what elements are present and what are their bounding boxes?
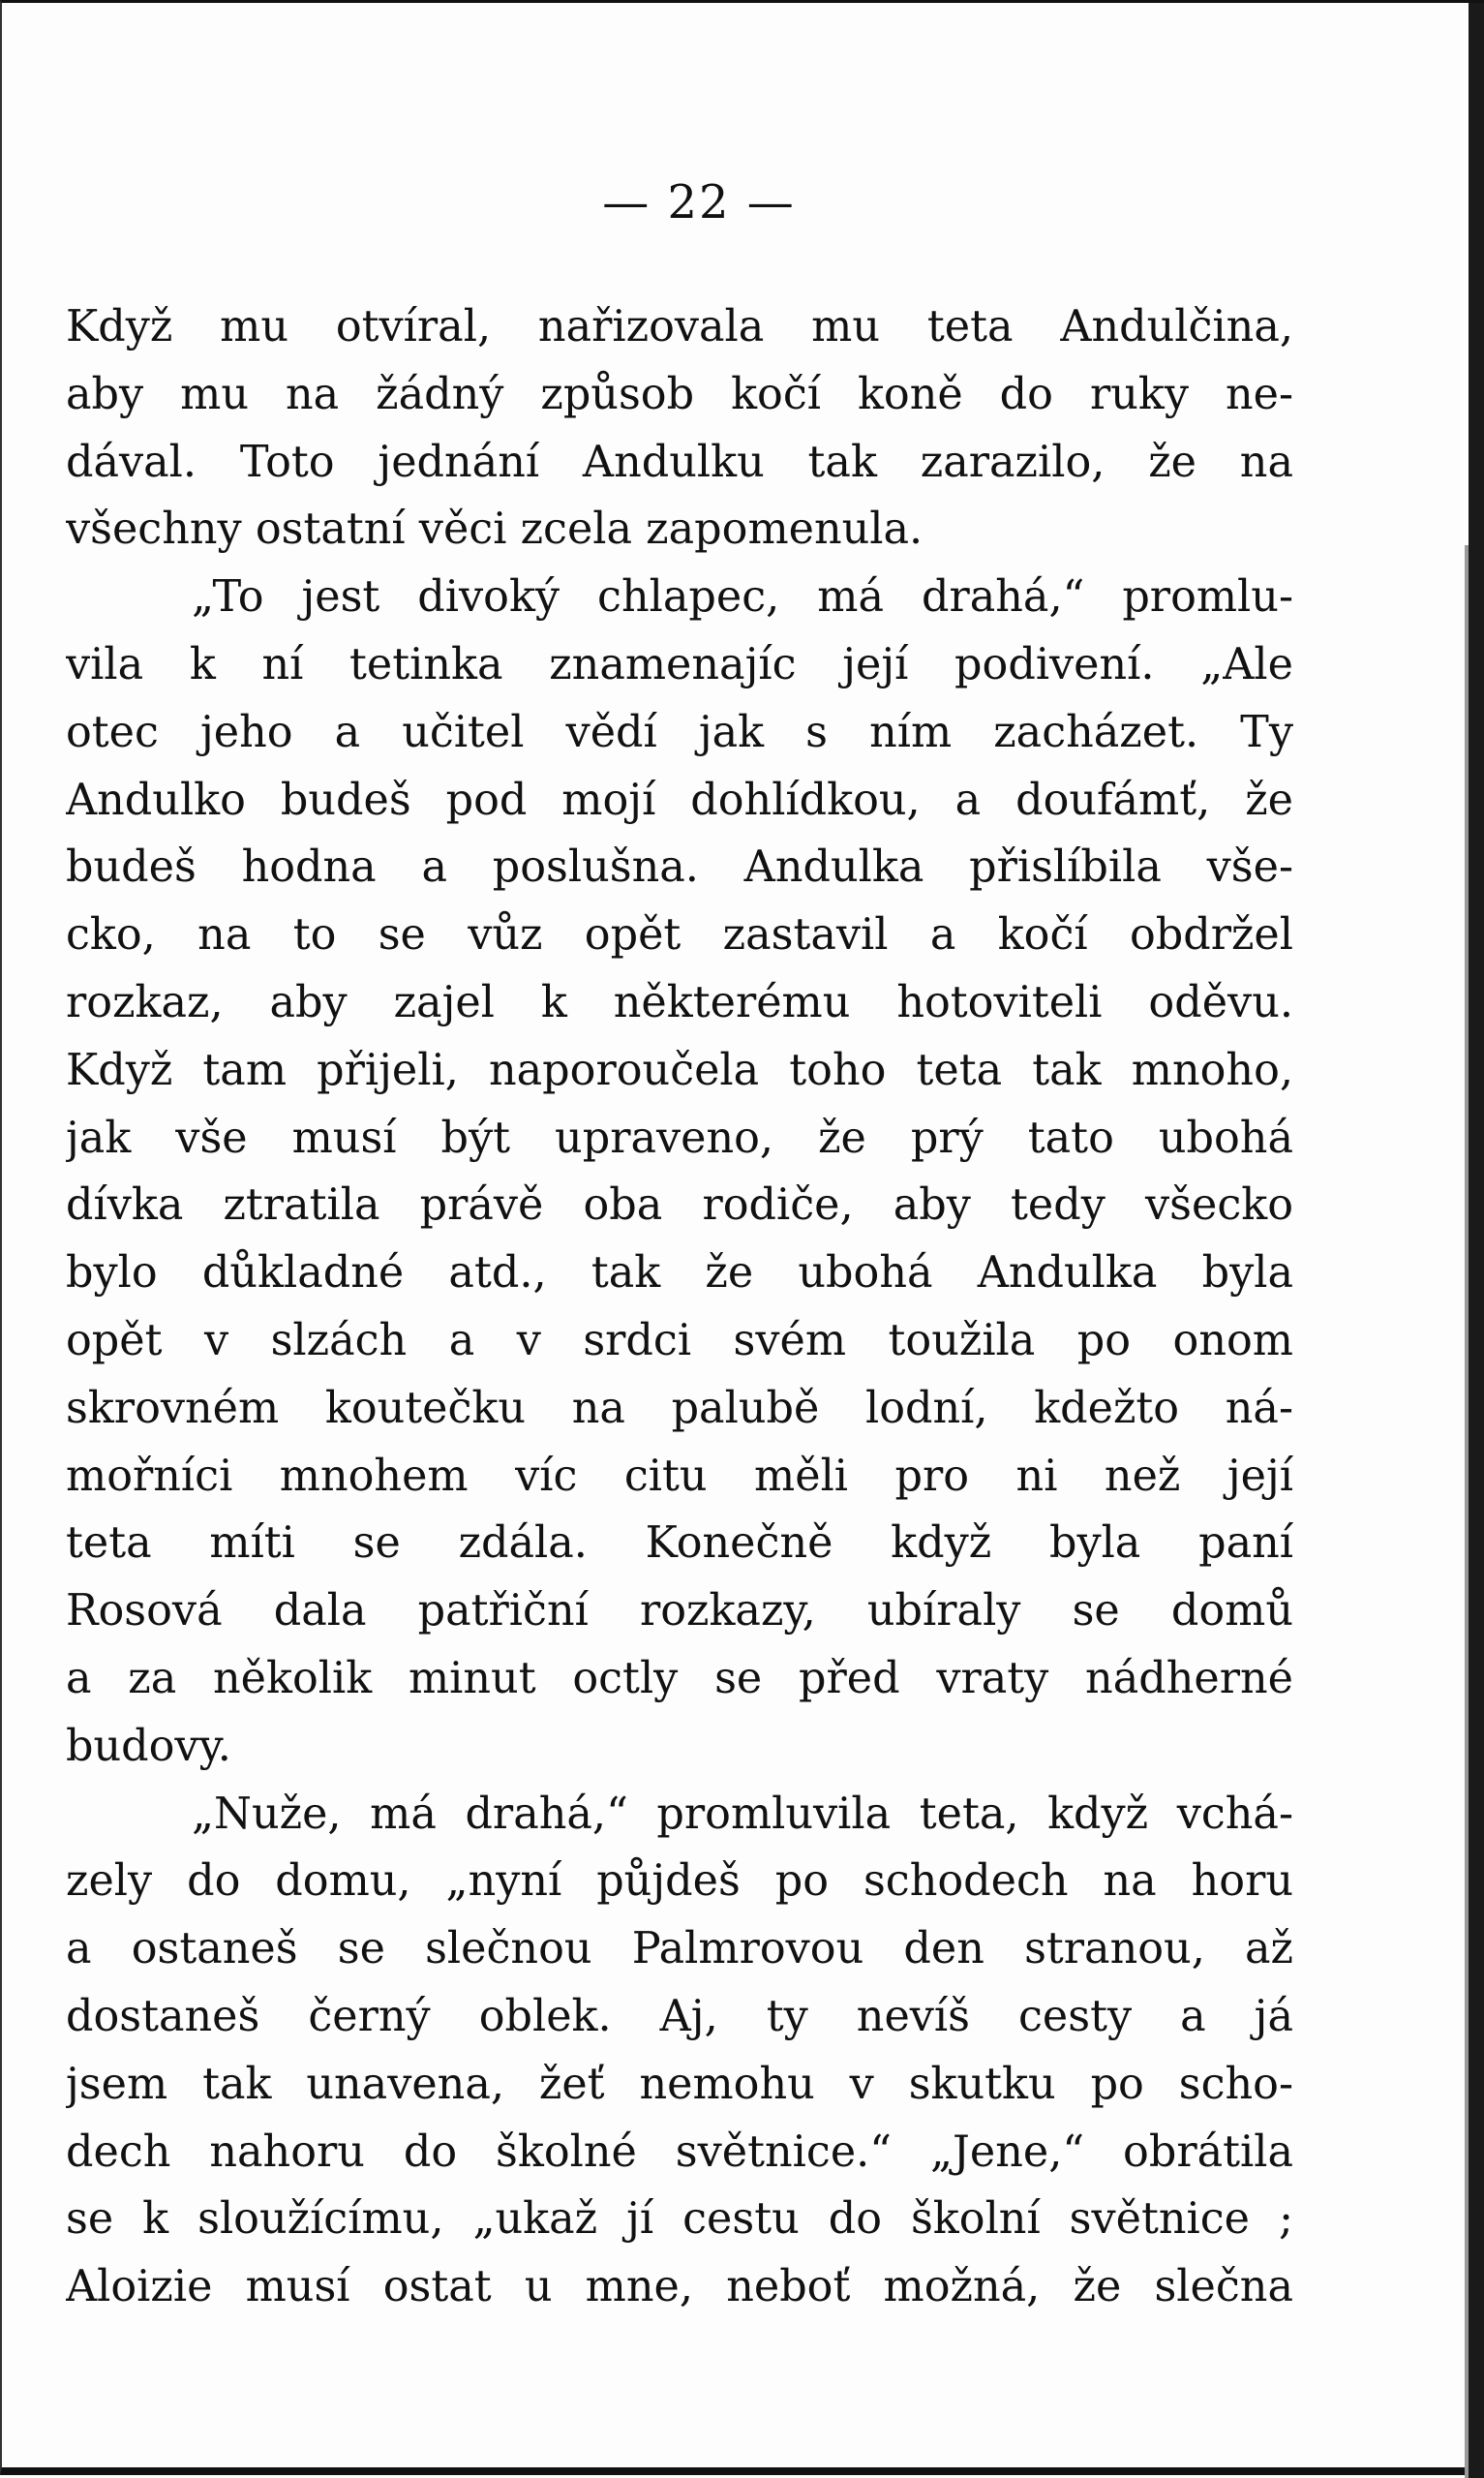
text-line: budovy. (66, 1721, 231, 1771)
text-line: aby mu na žádný způsob kočí koně do ruky ne- (66, 369, 1293, 419)
text-line: vila k ní tetinka znamenajíc její podivení. „Ale (66, 639, 1293, 689)
page-edge-shadow (1465, 545, 1469, 2478)
text-line: mořníci mnohem víc citu měli pro ni než její (66, 1451, 1293, 1501)
text-line: dostaneš černý oblek. Aj, ty nevíš cesty a já (66, 1991, 1293, 2041)
text-line: všechny ostatní věci zcela zapomenula. (66, 505, 924, 555)
text-line: dával. Toto jednání Andulku tak zarazilo, že na (66, 437, 1293, 487)
text-line: Rosová dala patřiční rozkazy, ubíraly se domů (66, 1586, 1293, 1637)
text-line: dech nahoru do školné světnice.“ „Jene,“ obrátila (66, 2126, 1293, 2177)
text-line: budeš hodna a poslušna. Andulka přislíbila vše- (66, 842, 1293, 893)
body-text (66, 293, 1293, 2321)
text-line: cko, na to se vůz opět zastavil a kočí obdržel (66, 910, 1293, 961)
text-line: bylo důkladné atd., tak že ubohá Andulka byla (66, 1248, 1293, 1299)
text-line: zely do domu, „nyní půjdeš po schodech na horu (66, 1856, 1293, 1907)
book-spine (1469, 3, 1484, 2478)
text-line: „To jest divoký chlapec, má drahá,“ promlu- (192, 572, 1293, 623)
text-line: dívka ztratila právě oba rodiče, aby tedy všecko (66, 1180, 1293, 1231)
text-line: Andulko budeš pod mojí dohlídkou, a doufámť, že (66, 775, 1293, 825)
text-line: Aloizie musí ostat u mne, neboť možná, že slečna (66, 2262, 1293, 2312)
text-line: Když tam přijeli, naporoučela toho teta tak mnoho, (66, 1045, 1293, 1095)
text-line: rozkaz, aby zajel k některému hotoviteli oděvu. (66, 977, 1293, 1027)
text-line: a za několik minut octly se před vraty nádherné (66, 1653, 1293, 1703)
text-line: a ostaneš se slečnou Palmrovou den stranou, až (66, 1924, 1293, 1974)
text-line: otec jeho a učitel vědí jak s ním zacházet. Ty (66, 707, 1293, 757)
text-line: opět v slzách a v srdci svém toužila po onom (66, 1315, 1293, 1365)
text-line: „Nuže, má drahá,“ promluvila teta, když vchá- (192, 1789, 1293, 1839)
text-line: teta míti se zdála. Konečně když byla paní (66, 1518, 1293, 1569)
text-line: skrovném koutečku na palubě lodní, kdežto ná- (66, 1383, 1293, 1433)
text-line: jak vše musí být upraveno, že prý tato ubohá (66, 1113, 1293, 1163)
text-line: jsem tak unavena, žeť nemohu v skutku po scho- (66, 2059, 1293, 2109)
page-number: — 22 — (602, 175, 796, 229)
text-line: se k sloužícímu, „ukaž jí cestu do školní světnice ; (66, 2194, 1293, 2245)
text-line: Když mu otvíral, nařizovala mu teta Andulčina, (66, 302, 1293, 352)
